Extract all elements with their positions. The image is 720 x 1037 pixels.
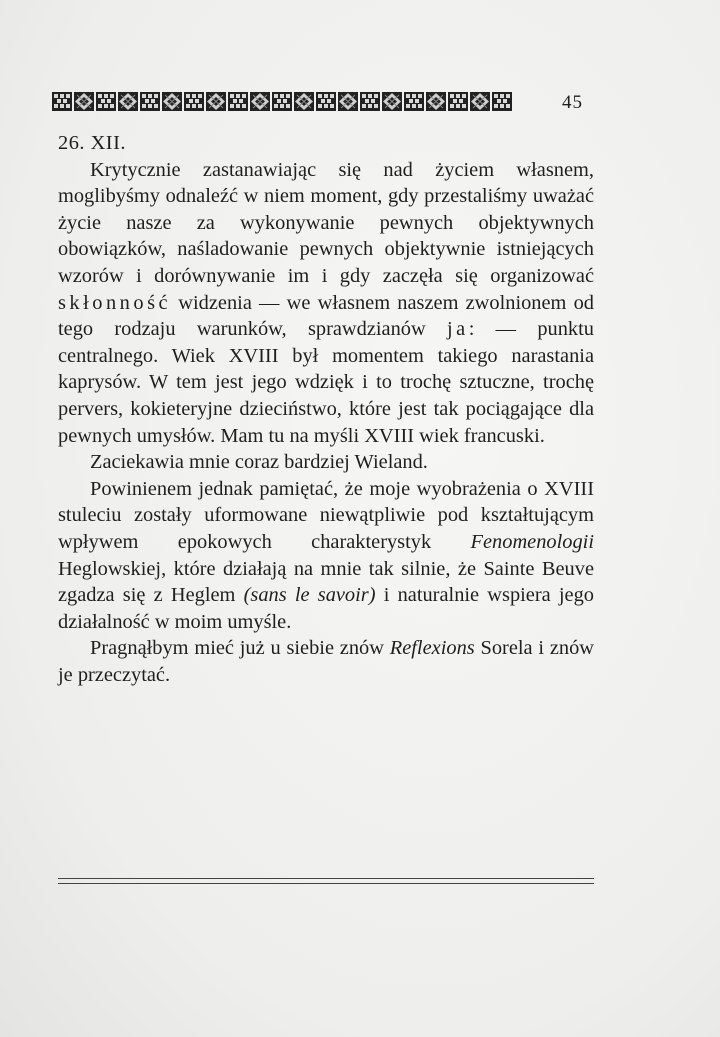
text-run: Krytycznie zastanawiając się nad życiem własnem, moglibyśmy odnaleźć w niem moment, gdy przestaliśmy uważać życie nasze za wykonywanie pewnych objektywnych obowiązków, naśladowanie pewnych objektywnie istniejących wzorów i dorównywanie im i gdy zaczęła się organizować: [58, 158, 594, 287]
paragraph-4: [58, 635, 594, 688]
diamond-ornament-icon: [382, 92, 402, 111]
diamond-ornament-icon: [74, 92, 94, 111]
checkered-ornament-icon: [316, 92, 336, 111]
checkered-ornament-icon: [448, 92, 468, 111]
checkered-ornament-icon: [140, 92, 160, 111]
diamond-ornament-icon: [162, 92, 182, 111]
checkered-ornament-icon: [272, 92, 292, 111]
diamond-ornament-icon: [426, 92, 446, 111]
page-number: 45: [562, 92, 583, 113]
checkered-ornament-icon: [492, 92, 512, 111]
diamond-ornament-icon: [118, 92, 138, 111]
diamond-ornament-icon: [294, 92, 314, 111]
rule-line: [58, 883, 594, 884]
checkered-ornament-icon: [96, 92, 116, 111]
text-run: Powinienem jednak pamiętać, że moje wyobrażenia o XVIII stuleciu zostały uformowane niewątpliwie pod kształtującym wpływem epokowych charakterystyk: [58, 477, 594, 553]
checkered-ornament-icon: [360, 92, 380, 111]
italic-phrase: (sans le savoir): [243, 584, 376, 607]
text-run: Sorela i znów je przeczytać.: [58, 637, 595, 686]
paragraph-3: [58, 476, 594, 636]
italic-title: Fenomenologii: [470, 530, 594, 553]
checkered-ornament-icon: [228, 92, 248, 111]
text-run: widzenia — we własnem naszem zwolnionem od tego rodzaju warunków, sprawdzianów: [58, 291, 594, 341]
header-ornament-band: [52, 90, 514, 112]
diamond-ornament-icon: [470, 92, 490, 111]
text-run: i naturalnie wspiera jego działalność w moim umyśle.: [58, 584, 594, 633]
text-run: Pragnąłbym mieć już u siebie znów: [90, 637, 390, 660]
spaced-emphasis: skłonność: [58, 291, 172, 314]
entry-date: 26. XII.: [58, 132, 126, 154]
rule-line: [58, 878, 594, 879]
italic-title: Reflexions: [389, 637, 475, 660]
text-run: : — punktu centralnego. Wiek XVIII był momentem takiego narastania kaprysów. W tem jest jego wdzięk i to trochę sztuczne, trochę pervers, kokieteryjne dzieciństwo, które jest tak pociągające dla pewnych umysłów. Mam tu na myśli XVIII wiek francuski.: [58, 318, 594, 447]
paragraph-2: Zaciekawia mnie coraz bardziej Wieland.: [90, 451, 428, 474]
body-text: [58, 130, 594, 688]
paragraph-1: [58, 157, 594, 450]
diamond-ornament-icon: [250, 92, 270, 111]
spaced-emphasis: ja: [447, 318, 469, 341]
bottom-rule: [58, 878, 594, 888]
checkered-ornament-icon: [404, 92, 424, 111]
checkered-ornament-icon: [52, 92, 72, 111]
text-run: Heglowskiej, które działają na mnie tak silnie, że Sainte Beuve zgadza się z Heglem: [58, 557, 594, 607]
diamond-ornament-icon: [206, 92, 226, 111]
checkered-ornament-icon: [184, 92, 204, 111]
diamond-ornament-icon: [338, 92, 358, 111]
